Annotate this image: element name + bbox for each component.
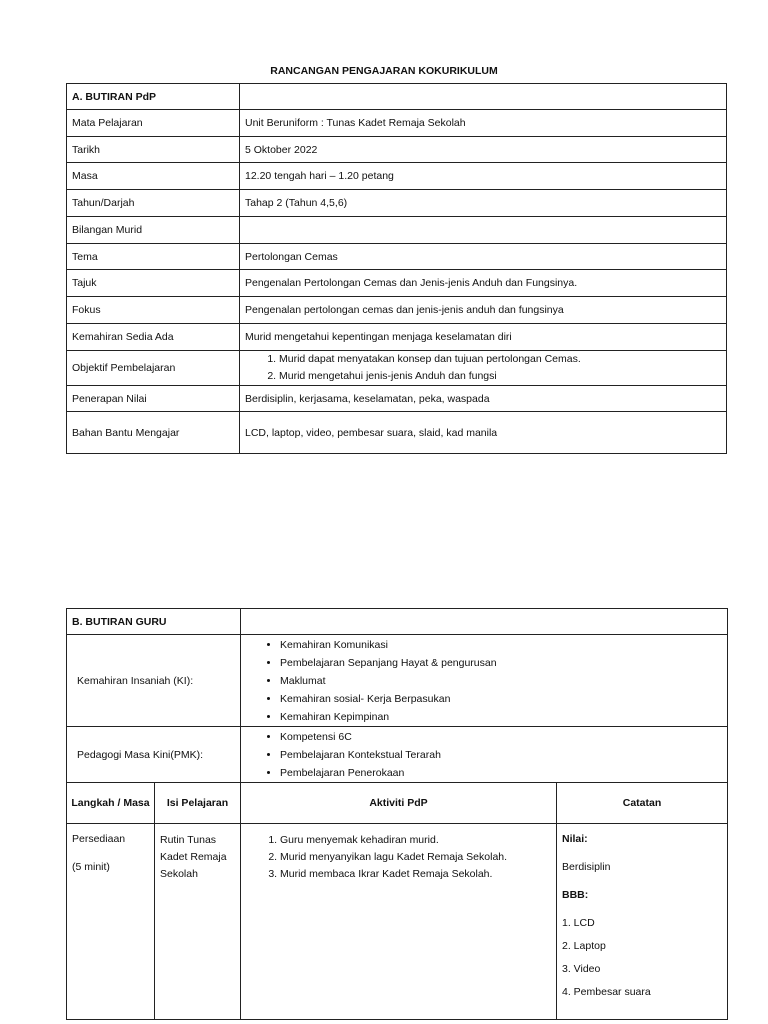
section-a-header-blank bbox=[240, 84, 727, 110]
bbb-item: 4. Pembesar suara bbox=[562, 986, 651, 998]
pmk-list bbox=[246, 728, 727, 782]
catatan-cell bbox=[557, 824, 728, 1020]
row-value: 12.20 tengah hari – 1.20 petang bbox=[240, 163, 727, 190]
nilai-label: Penerapan Nilai bbox=[67, 386, 240, 412]
ki-item: • Kemahiran Kepimpinan bbox=[280, 708, 727, 726]
ki-value bbox=[241, 635, 728, 727]
row-value: Pertolongan Cemas bbox=[240, 244, 727, 270]
aktiviti-item: 3. Murid membaca Ikrar Kadet Remaja Sekolah. bbox=[280, 866, 556, 883]
row-label: Mata Pelajaran bbox=[67, 110, 240, 137]
bbb-item: 2. Laptop bbox=[562, 940, 606, 952]
pmk-item: • Pembelajaran Kontekstual Terarah bbox=[280, 746, 727, 764]
butiran-guru-table bbox=[66, 608, 728, 1020]
column-header: Isi Pelajaran bbox=[155, 783, 241, 824]
row-value: 5 Oktober 2022 bbox=[240, 137, 727, 163]
step-time: (5 minit) bbox=[72, 861, 110, 873]
objektif-value bbox=[240, 351, 727, 386]
section-a-header: A. BUTIRAN PdP bbox=[67, 84, 240, 110]
pmk-value bbox=[241, 727, 728, 783]
aktiviti-item: 2. Murid menyanyikan lagu Kadet Remaja Sekolah. bbox=[280, 849, 556, 866]
row-label: Bilangan Murid bbox=[67, 217, 240, 244]
objektif-label: Objektif Pembelajaran bbox=[67, 351, 240, 386]
pmk-label: Pedagogi Masa Kini(PMK): bbox=[67, 727, 241, 783]
aktiviti-list bbox=[246, 832, 556, 883]
bbb-heading: BBB: bbox=[562, 889, 589, 901]
row-label: Masa bbox=[67, 163, 240, 190]
pmk-item: • Pembelajaran Penerokaan bbox=[280, 764, 727, 782]
row-label: Tajuk bbox=[67, 270, 240, 297]
langkah-cell bbox=[67, 824, 155, 1020]
nilai-value: Berdisiplin, kerjasama, keselamatan, peka, waspada bbox=[240, 386, 727, 412]
isi-cell: Rutin Tunas Kadet Remaja Sekolah bbox=[155, 824, 241, 1020]
ki-item: • Kemahiran sosial- Kerja Berpasukan bbox=[280, 690, 727, 708]
section-b-header: B. BUTIRAN GURU bbox=[67, 609, 241, 635]
bbb-item: 3. Video bbox=[562, 963, 601, 975]
ki-label: Kemahiran Insaniah (KI): bbox=[67, 635, 241, 727]
bahan-value: LCD, laptop, video, pembesar suara, slaid, kad manila bbox=[240, 412, 727, 454]
row-label: Tema bbox=[67, 244, 240, 270]
aktiviti-item: 1. Guru menyemak kehadiran murid. bbox=[280, 832, 556, 849]
column-header: Catatan bbox=[557, 783, 728, 824]
nilai-text: Berdisiplin bbox=[562, 861, 611, 873]
ki-item: • Kemahiran Komunikasi bbox=[280, 636, 727, 654]
column-header: Langkah / Masa bbox=[67, 783, 155, 824]
ki-item: • Pembelajaran Sepanjang Hayat & pengurusan bbox=[280, 654, 727, 672]
objektif-list bbox=[245, 351, 726, 385]
row-value: Pengenalan pertolongan cemas dan jenis-jenis anduh dan fungsinya bbox=[240, 297, 727, 324]
row-value: Tahap 2 (Tahun 4,5,6) bbox=[240, 190, 727, 217]
row-label: Fokus bbox=[67, 297, 240, 324]
row-value bbox=[240, 217, 727, 244]
row-label: Kemahiran Sedia Ada bbox=[67, 324, 240, 351]
objektif-item: 1. Murid dapat menyatakan konsep dan tujuan pertolongan Cemas. bbox=[279, 351, 726, 368]
bbb-item: 1. LCD bbox=[562, 917, 595, 929]
objektif-item: 2. Murid mengetahui jenis-jenis Anduh dan fungsi bbox=[279, 368, 726, 385]
step-name: Persediaan bbox=[72, 833, 126, 845]
row-value: Murid mengetahui kepentingan menjaga keselamatan diri bbox=[240, 324, 727, 351]
row-label: Tarikh bbox=[67, 137, 240, 163]
document-title: RANCANGAN PENGAJARAN KOKURIKULUM bbox=[270, 65, 498, 77]
column-header: Aktiviti PdP bbox=[241, 783, 557, 824]
bahan-label: Bahan Bantu Mengajar bbox=[67, 412, 240, 454]
aktiviti-cell bbox=[241, 824, 557, 1020]
section-b-header-blank bbox=[241, 609, 728, 635]
ki-list bbox=[246, 636, 727, 726]
row-label: Tahun/Darjah bbox=[67, 190, 240, 217]
butiran-pdp-table bbox=[66, 83, 727, 454]
nilai-heading: Nilai: bbox=[562, 833, 588, 845]
pmk-item: • Kompetensi 6C bbox=[280, 728, 727, 746]
row-value: Unit Beruniform : Tunas Kadet Remaja Sekolah bbox=[240, 110, 727, 137]
row-value: Pengenalan Pertolongan Cemas dan Jenis-jenis Anduh dan Fungsinya. bbox=[240, 270, 727, 297]
ki-item: • Maklumat bbox=[280, 672, 727, 690]
